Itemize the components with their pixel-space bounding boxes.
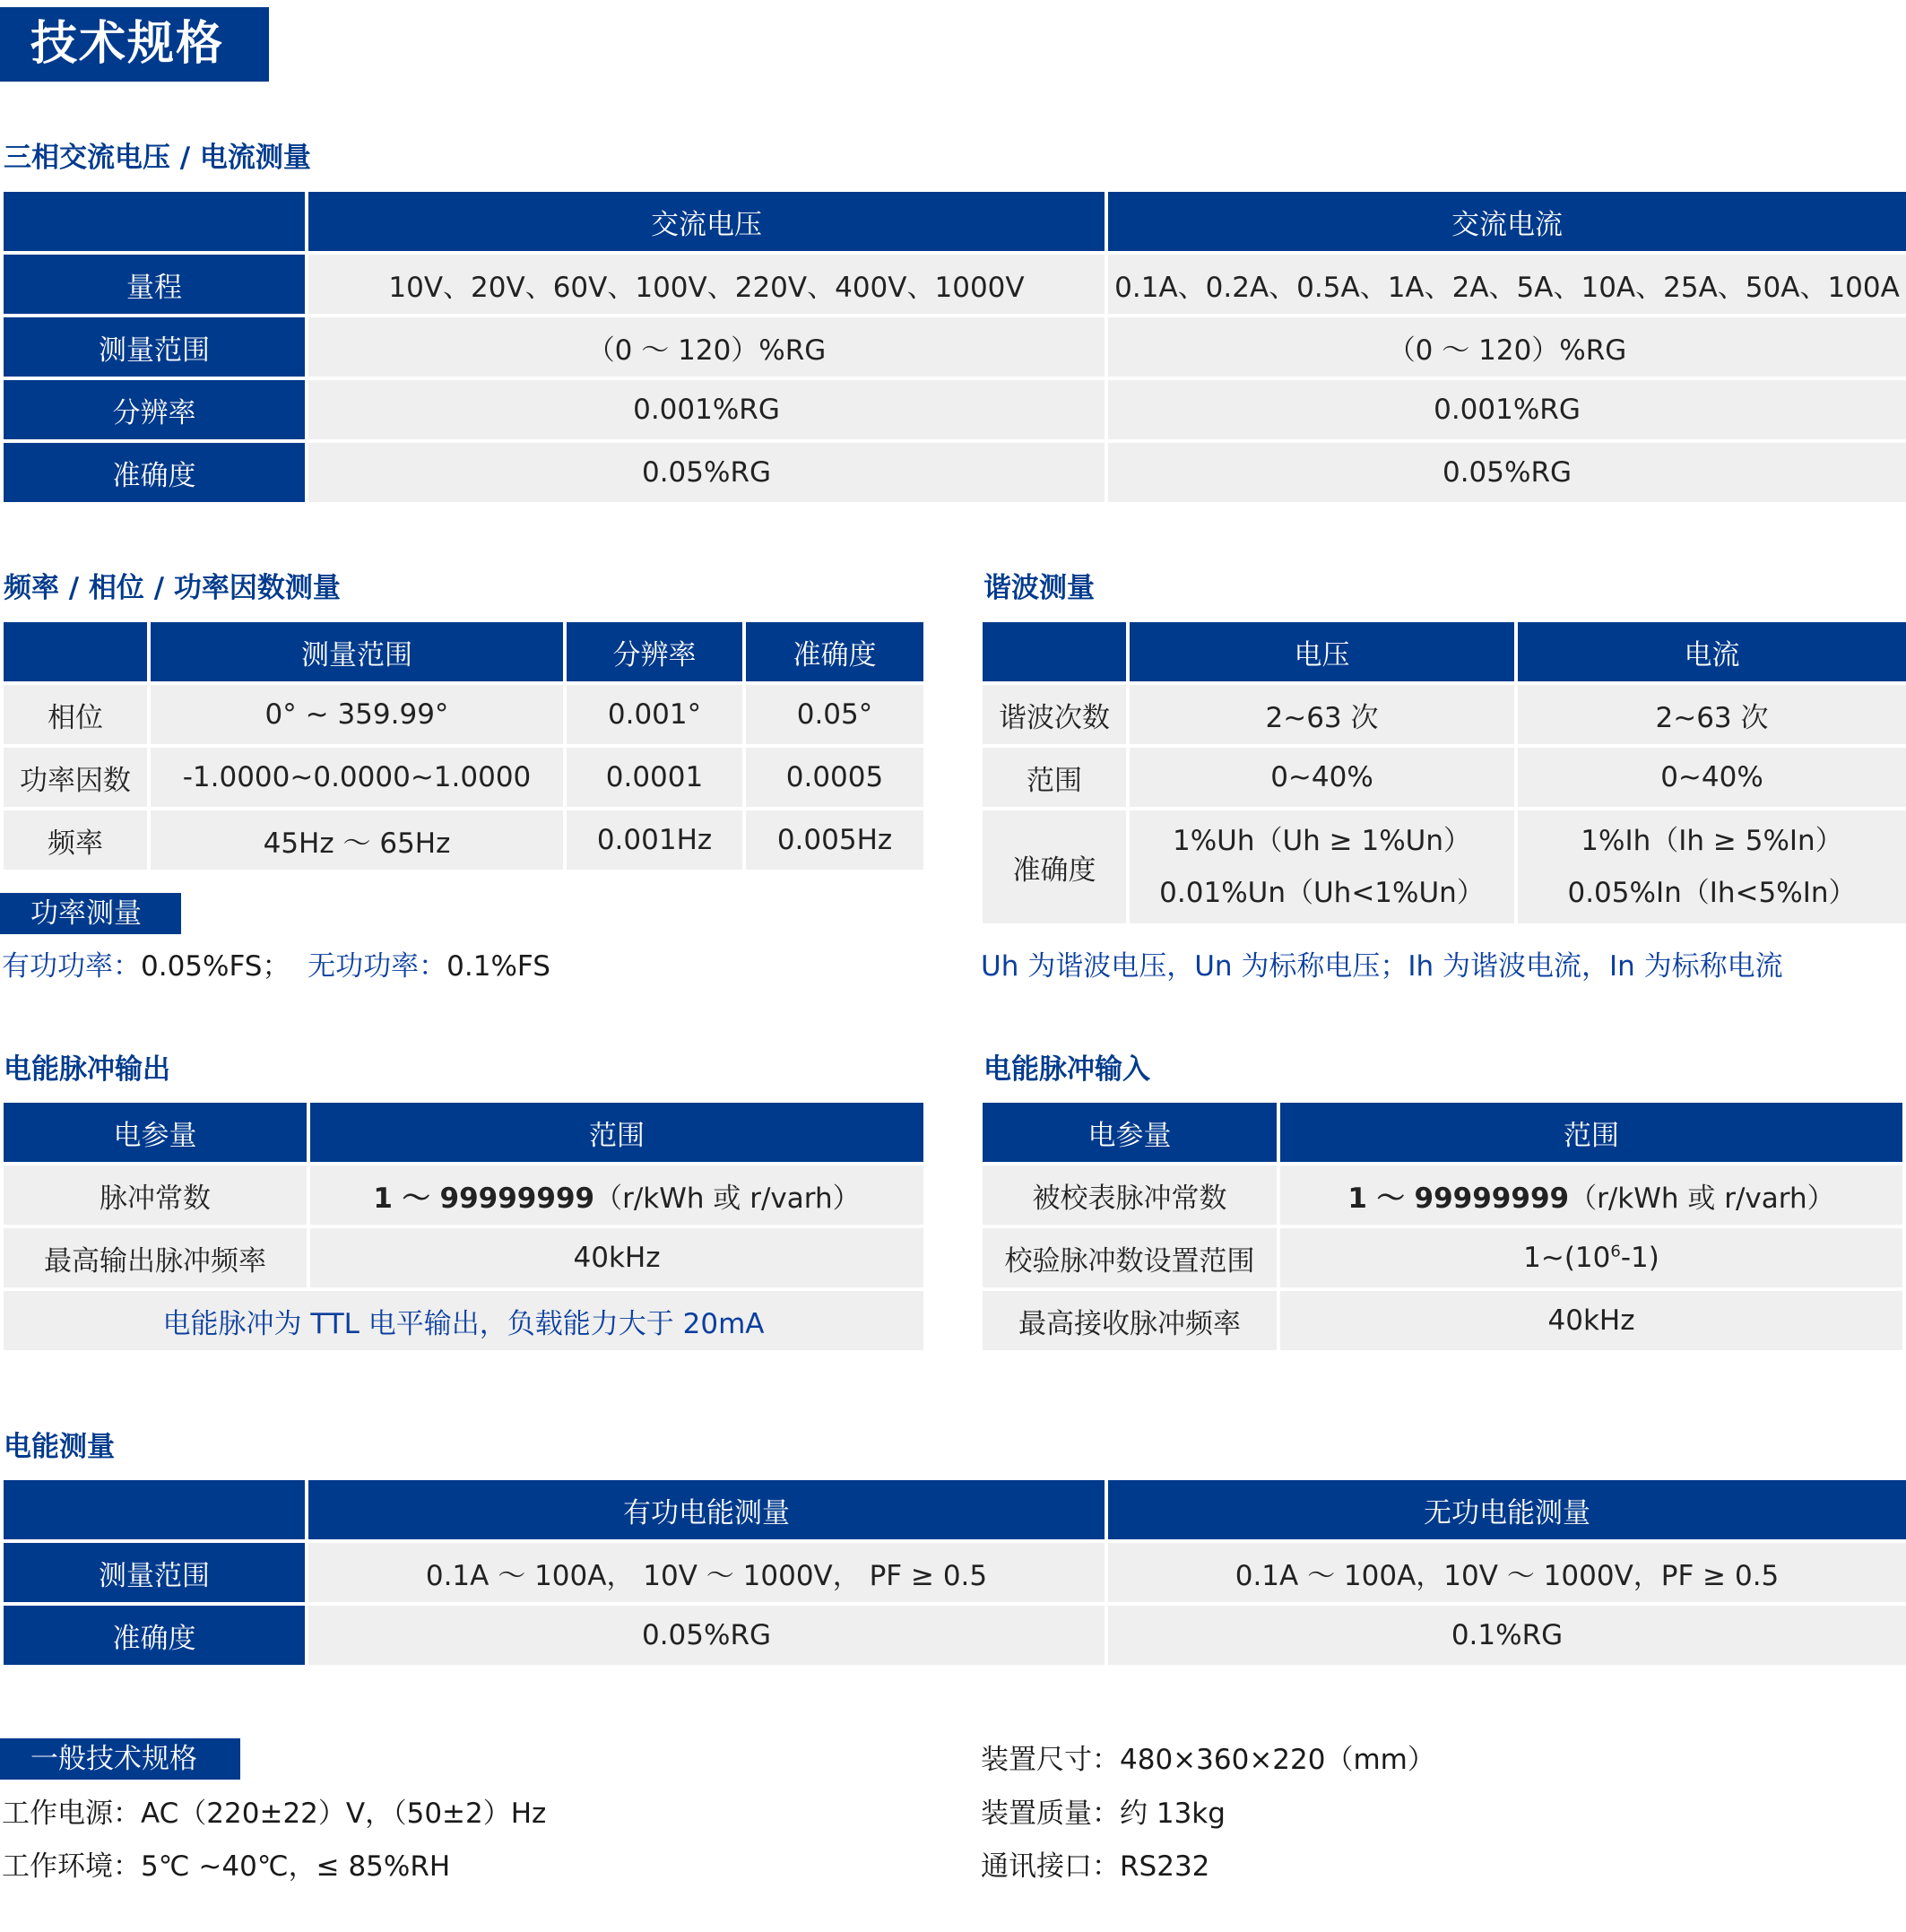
header-parameter: 电参量 <box>983 1103 1277 1162</box>
row-label: 最高输出脉冲频率 <box>4 1228 307 1287</box>
row-label: 谐波次数 <box>983 685 1126 744</box>
spec-value: 约 13kg <box>1120 1798 1226 1830</box>
range-post: -1) <box>1620 1242 1659 1274</box>
range-exponent: 6 <box>1610 1242 1621 1261</box>
row-label: 量程 <box>4 255 305 314</box>
cell-current-accuracy: 0.05%RG <box>1108 443 1906 502</box>
page-title: 技术规格 <box>0 7 269 82</box>
cell-current-resolution: 0.001%RG <box>1108 380 1906 439</box>
table-row <box>4 1291 923 1350</box>
frequency-table <box>0 619 927 873</box>
row-label: 准确度 <box>4 1606 305 1665</box>
active-power-value: 0.05%FS； <box>141 950 290 983</box>
spec-label: 装置质量： <box>981 1798 1120 1830</box>
row-label: 分辨率 <box>4 380 305 439</box>
pulse-output-table <box>0 1099 927 1354</box>
cell-range <box>1280 1228 1902 1287</box>
table-header-row <box>4 622 923 681</box>
cell-reactive: 0.1%RG <box>1108 1606 1906 1665</box>
table-row <box>4 380 1906 439</box>
row-label: 被校表脉冲常数 <box>983 1165 1277 1225</box>
header-empty <box>4 192 305 251</box>
table-row <box>4 255 1906 314</box>
frequency-title: 频率 / 相位 / 功率因数测量 <box>4 572 341 604</box>
table-header-row <box>983 622 1906 681</box>
power-line <box>2 949 550 984</box>
range-unit: （r/kWh 或 r/varh） <box>1569 1182 1835 1215</box>
pulse-input-table <box>979 1099 1906 1354</box>
range-value: 40kHz <box>1547 1304 1635 1337</box>
header-empty <box>4 1480 305 1539</box>
general-left-item <box>2 1796 546 1832</box>
table-header-row <box>4 1480 1906 1539</box>
cell-range: -1.0000~0.0000~1.0000 <box>151 748 563 807</box>
table-header-row <box>4 192 1906 251</box>
cell-accuracy: 0.05° <box>746 685 923 744</box>
energy-table <box>0 1477 1906 1668</box>
cell-voltage-resolution: 0.001%RG <box>308 380 1105 439</box>
table-header-row <box>4 1103 923 1162</box>
table-row <box>4 443 1906 502</box>
cell-current-measure-range: （0 ～ 120）%RG <box>1108 317 1906 377</box>
voltage-accuracy-line1: 1%Uh（Uh ≥ 1%Un） <box>1172 825 1472 857</box>
cell-voltage-accuracy <box>1130 810 1514 923</box>
general-left-item <box>2 1849 450 1884</box>
cell-range <box>310 1165 923 1225</box>
cell-range: 0° ~ 359.99° <box>151 685 563 744</box>
table-row <box>983 685 1906 744</box>
general-right-item <box>981 1849 1209 1884</box>
cell-voltage-measure-range: （0 ～ 120）%RG <box>308 317 1105 377</box>
table-row <box>4 317 1906 377</box>
header-accuracy: 准确度 <box>746 622 923 681</box>
row-label: 测量范围 <box>4 317 305 377</box>
cell-range <box>310 1228 923 1287</box>
row-label: 脉冲常数 <box>4 1165 307 1225</box>
header-parameter: 电参量 <box>4 1103 307 1162</box>
range-unit: （r/kWh 或 r/varh） <box>594 1182 861 1215</box>
general-tag: 一般技术规格 <box>0 1738 240 1780</box>
header-empty <box>4 622 147 681</box>
spec-value: 480×360×220（mm） <box>1120 1744 1435 1776</box>
row-label: 准确度 <box>983 810 1126 923</box>
header-reactive-energy: 无功电能测量 <box>1108 1480 1906 1539</box>
table-row <box>983 1291 1902 1350</box>
cell-voltage: 0~40% <box>1130 748 1514 807</box>
spec-label: 装置尺寸： <box>981 1744 1120 1776</box>
cell-current-range: 0.1A、0.2A、0.5A、1A、2A、5A、10A、25A、50A、100A <box>1108 255 1906 314</box>
row-label: 准确度 <box>4 443 305 502</box>
cell-resolution: 0.001° <box>567 685 742 744</box>
header-ac-current: 交流电流 <box>1108 192 1906 251</box>
cell-accuracy: 0.005Hz <box>746 810 923 870</box>
table-row <box>4 1606 1906 1665</box>
table-row <box>4 810 923 870</box>
current-accuracy-line1: 1%Ih（Ih ≥ 5%In） <box>1581 825 1843 857</box>
table-row <box>4 1228 923 1287</box>
header-ac-voltage: 交流电压 <box>308 192 1105 251</box>
spec-label: 通讯接口： <box>981 1850 1120 1883</box>
energy-title: 电能测量 <box>4 1431 115 1463</box>
header-active-energy: 有功电能测量 <box>308 1480 1105 1539</box>
harmonic-note: Uh 为谐波电压，Un 为标称电压；Ih 为谐波电流，In 为标称电流 <box>981 950 1783 983</box>
table-row <box>4 748 923 807</box>
row-label: 相位 <box>4 685 147 744</box>
cell-resolution: 0.0001 <box>567 748 742 807</box>
spec-value: RS232 <box>1120 1850 1210 1883</box>
cell-resolution: 0.001Hz <box>567 810 742 870</box>
general-right-item <box>981 1796 1226 1832</box>
cell-reactive: 0.1A ～ 100A，10V ～ 1000V，PF ≥ 0.5 <box>1108 1543 1906 1602</box>
spec-label: 工作环境： <box>2 1850 141 1883</box>
cell-current-accuracy <box>1518 810 1906 923</box>
row-label: 最高接收脉冲频率 <box>983 1291 1277 1350</box>
table-row <box>4 685 923 744</box>
spec-value: 5℃ ~40℃，≤ 85%RH <box>141 1850 451 1883</box>
voltage-current-table <box>0 188 1906 506</box>
pulse-input-title: 电能脉冲输入 <box>983 1053 1150 1086</box>
cell-accuracy: 0.0005 <box>746 748 923 807</box>
range-bold: 1 ～ 99999999 <box>1347 1182 1570 1215</box>
pulse-output-title: 电能脉冲输出 <box>4 1053 170 1086</box>
header-range: 范围 <box>1280 1103 1902 1162</box>
table-row <box>4 1165 923 1225</box>
table-header-row <box>983 1103 1902 1162</box>
reactive-power-value: 0.1%FS <box>446 950 550 983</box>
range-bold: 1 ～ 99999999 <box>373 1182 595 1215</box>
row-label: 频率 <box>4 810 147 870</box>
cell-range: 45Hz ～ 65Hz <box>151 810 563 870</box>
cell-range <box>1280 1291 1902 1350</box>
spec-value: AC（220±22）V，（50±2）Hz <box>141 1798 547 1830</box>
header-measure-range: 测量范围 <box>151 622 563 681</box>
cell-voltage: 2~63 次 <box>1130 685 1514 744</box>
row-label: 功率因数 <box>4 748 147 807</box>
cell-voltage-accuracy: 0.05%RG <box>308 443 1105 502</box>
table-row <box>983 1228 1902 1287</box>
general-right-item <box>981 1742 1435 1778</box>
header-voltage: 电压 <box>1130 622 1514 681</box>
header-empty <box>983 622 1126 681</box>
table-row <box>983 748 1906 807</box>
reactive-power-label: 无功功率： <box>308 950 447 983</box>
row-label: 范围 <box>983 748 1126 807</box>
harmonic-table <box>979 619 1906 927</box>
table-row <box>983 1165 1902 1225</box>
range-value: 40kHz <box>573 1242 661 1274</box>
cell-voltage-range: 10V、20V、60V、100V、220V、400V、1000V <box>308 255 1105 314</box>
cell-range <box>1280 1165 1902 1225</box>
voltage-accuracy-line2: 0.01%Un（Uh<1%Un） <box>1159 877 1485 909</box>
header-range: 范围 <box>310 1103 923 1162</box>
table-row <box>4 1543 1906 1602</box>
cell-current: 2~63 次 <box>1518 685 1906 744</box>
pulse-output-note: 电能脉冲为 TTL 电平输出，负载能力大于 20mA <box>4 1291 923 1350</box>
header-current: 电流 <box>1518 622 1906 681</box>
current-accuracy-line2: 0.05%In（Ih<5%In） <box>1567 877 1857 909</box>
voltage-current-title: 三相交流电压 / 电流测量 <box>4 142 311 174</box>
table-row <box>983 810 1906 923</box>
header-resolution: 分辨率 <box>567 622 742 681</box>
power-tag: 功率测量 <box>0 893 181 934</box>
cell-active: 0.1A ～ 100A， 10V ～ 1000V， PF ≥ 0.5 <box>308 1543 1105 1602</box>
spec-label: 工作电源： <box>2 1798 141 1830</box>
row-label: 测量范围 <box>4 1543 305 1602</box>
row-label: 校验脉冲数设置范围 <box>983 1228 1277 1287</box>
active-power-label: 有功功率： <box>2 950 141 983</box>
harmonic-title: 谐波测量 <box>983 572 1095 604</box>
range-pre: 1~(10 <box>1523 1242 1611 1274</box>
cell-current: 0~40% <box>1518 748 1906 807</box>
cell-active: 0.05%RG <box>308 1606 1105 1665</box>
